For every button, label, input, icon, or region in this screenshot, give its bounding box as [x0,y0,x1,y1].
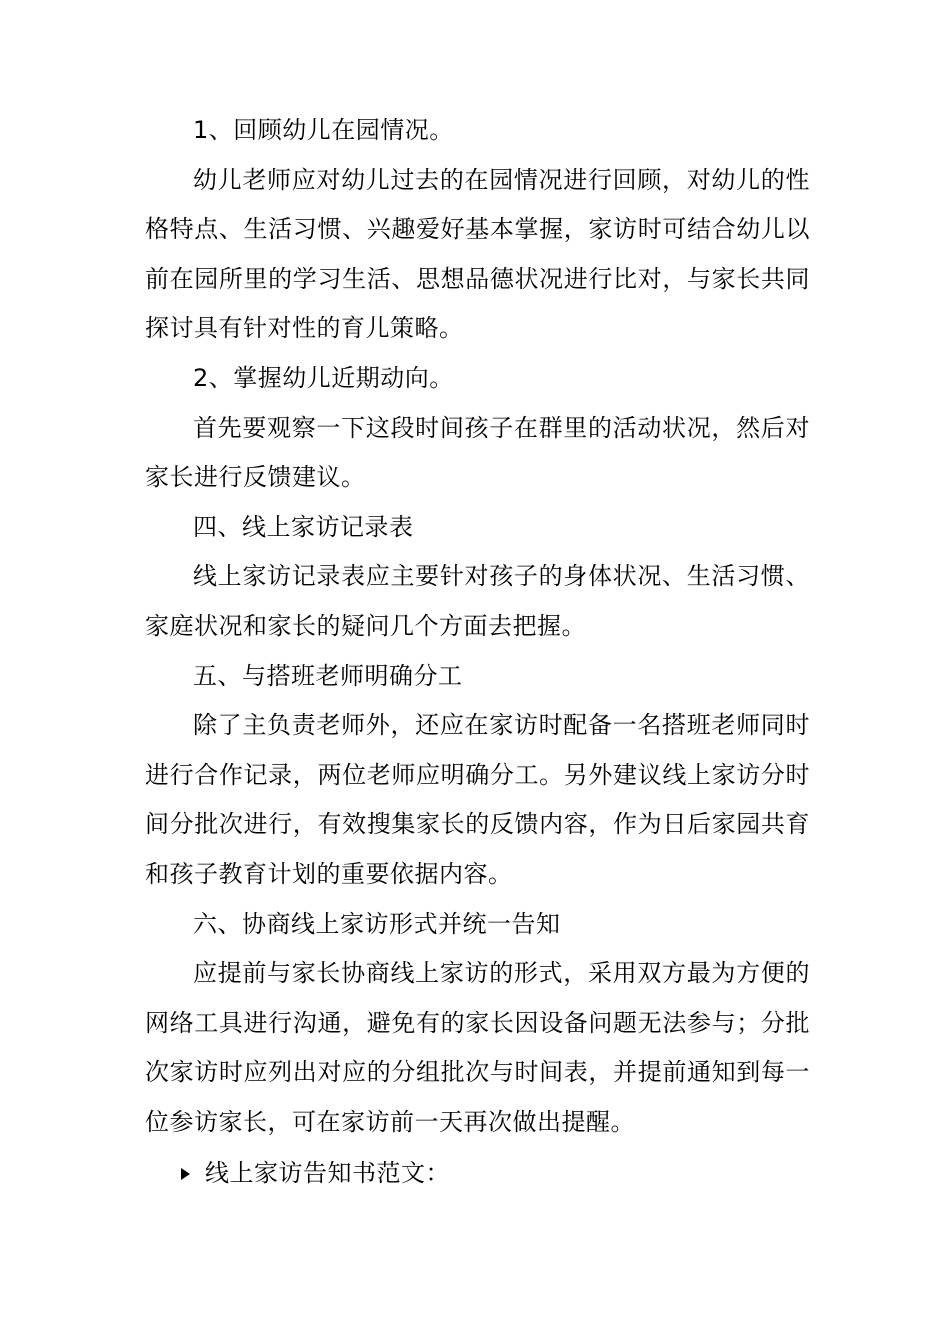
paragraph-recent: 首先要观察一下这段时间孩子在群里的活动状况，然后对家长进行反馈建议。 [145,413,810,492]
paragraph-review: 幼儿老师应对幼儿过去的在园情况进行回顾，对幼儿的性格特点、生活习惯、兴趣爱好基本掌握，家访时可结合幼儿以前在园所里的学习生活、思想品德状况进行比对，与家长共同探讨具有针对性的育儿策略。 [145,165,810,343]
section-heading-division: 五、与搭班老师明确分工 [193,661,463,690]
paragraph-division: 除了主负责老师外，还应在家访时配备一名搭班老师同时进行合作记录，两位老师应明确分工。另外建议线上家访分时间分批次进行，有效搜集家长的反馈内容，作为日后家园共育和孩子教育计划的重要依据内容。 [145,711,810,888]
document-body [145,106,810,1199]
bullet-item-label: 线上家访告知书范文： [205,1159,450,1188]
section-heading-record-form: 四、线上家访记录表 [193,512,414,541]
bullet-item [145,1149,810,1199]
section-heading-format: 六、协商线上家访形式并统一告知 [193,909,561,938]
triangle-bullet-icon [181,1168,190,1180]
paragraph-record-form: 线上家访记录表应主要针对孩子的身体状况、生活习惯、家庭状况和家长的疑问几个方面去把握。 [145,562,810,640]
section-heading-recent: 2、掌握幼儿近期动向。 [193,363,454,392]
section-heading-review: 1、回顾幼儿在园情况。 [193,116,454,144]
paragraph-format: 应提前与家长协商线上家访的形式，采用双方最为方便的网络工具进行沟通，避免有的家长因设备问题无法参与；分批次家访时应列出对应的分组批次与时间表，并提前通知到每一位参访家长，可在家访前一天再次做出提醒。 [145,959,810,1136]
